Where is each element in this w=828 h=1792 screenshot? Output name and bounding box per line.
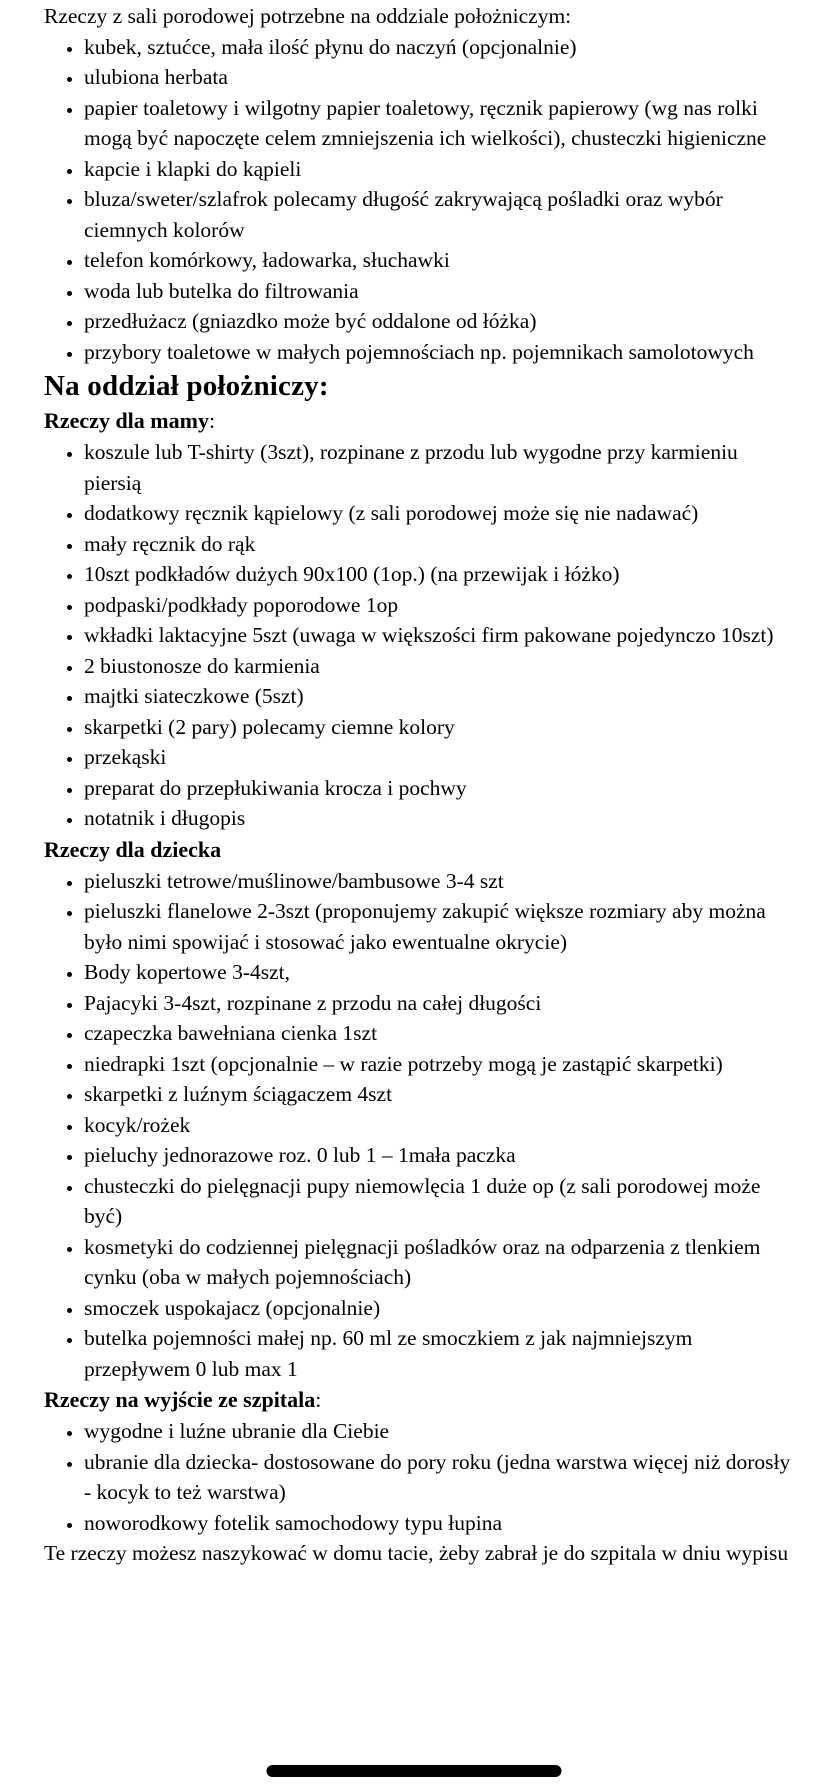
list-item: • kapcie i klapki do kąpieli xyxy=(84,154,792,185)
list-item: • koszule lub T-shirty (3szt), rozpinane z przodu lub wygodne przy karmieniu piersią xyxy=(84,437,792,498)
list-item: • kocyk/rożek xyxy=(84,1110,792,1141)
list-item: • notatnik i długopis xyxy=(84,803,792,834)
list-item: • 10szt podkładów dużych 90x100 (1op.) (na przewijak i łóżko) xyxy=(84,559,792,590)
footer-note: Te rzeczy możesz naszykować w domu tacie, żeby zabrał je do szpitala w dniu wypisu xyxy=(44,1541,789,1565)
list-item: • kubek, sztućce, mała ilość płynu do naczyń (opcjonalnie) xyxy=(84,32,792,63)
list-item: • wygodne i luźne ubranie dla Ciebie xyxy=(84,1416,792,1447)
delivery-room-list xyxy=(44,32,792,368)
section-title-discharge-text: Rzeczy na wyjście ze szpitala xyxy=(44,1387,316,1412)
list-item: • wkładki laktacyjne 5szt (uwaga w większości firm pakowane pojedynczo 10szt) xyxy=(84,620,792,651)
list-item: • woda lub butelka do filtrowania xyxy=(84,276,792,307)
mom-list xyxy=(44,437,792,834)
list-item: • pieluszki flanelowe 2-3szt (proponujemy zakupić większe rozmiary aby można było nimi spowijać i stosować jako ewentualne okrycie) xyxy=(84,896,792,957)
list-item: • Pajacyki 3-4szt, rozpinane z przodu na całej długości xyxy=(84,988,792,1019)
section-title-mom xyxy=(44,405,792,437)
list-item: • przedłużacz (gniazdko może być oddalone od łóżka) xyxy=(84,306,792,337)
section-title-baby-text: Rzeczy dla dziecka xyxy=(44,836,222,862)
list-item: • majtki siateczkowe (5szt) xyxy=(84,681,792,712)
list-item: • noworodkowy fotelik samochodowy typu łupina xyxy=(84,1508,792,1539)
list-item: • ulubiona herbata xyxy=(84,62,792,93)
list-item: • przekąski xyxy=(84,742,792,773)
list-item: • niedrapki 1szt (opcjonalnie – w razie potrzeby mogą je zastąpić skarpetki) xyxy=(84,1049,792,1080)
home-indicator[interactable] xyxy=(267,1765,562,1777)
list-item: • podpaski/podkłady poporodowe 1op xyxy=(84,590,792,621)
list-item: • skarpetki z luźnym ściągaczem 4szt xyxy=(84,1079,792,1110)
list-item: • smoczek uspokajacz (opcjonalnie) xyxy=(84,1293,792,1324)
section-title-mom-colon: : xyxy=(208,408,216,433)
list-item: • dodatkowy ręcznik kąpielowy (z sali porodowej może się nie nadawać) xyxy=(84,498,792,529)
section-title-delivery-room: Rzeczy z sali porodowej potrzebne na oddziale położniczym: xyxy=(44,4,572,28)
list-item: • przybory toaletowe w małych pojemnościach np. pojemnikach samolotowych xyxy=(84,337,792,368)
list-item: • czapeczka bawełniana cienka 1szt xyxy=(84,1018,792,1049)
section-title-baby xyxy=(44,834,792,866)
list-item: • 2 biustonosze do karmienia xyxy=(84,651,792,682)
section-heading-maternity-ward: Na oddział położniczy: xyxy=(44,370,329,402)
list-item: • pieluszki tetrowe/muślinowe/bambusowe 3-4 szt xyxy=(84,866,792,897)
list-item: • butelka pojemności małej np. 60 ml ze smoczkiem z jak najmniejszym przepływem 0 lub max 1 xyxy=(84,1323,792,1384)
list-item: • pieluchy jednorazowe roz. 0 lub 1 – 1mała paczka xyxy=(84,1140,792,1171)
section-title-discharge xyxy=(44,1384,792,1416)
list-item: • chusteczki do pielęgnacji pupy niemowlęcia 1 duże op (z sali porodowej może być) xyxy=(84,1171,792,1232)
discharge-list xyxy=(44,1416,792,1538)
section-title-discharge-colon: : xyxy=(315,1387,322,1412)
list-item: • papier toaletowy i wilgotny papier toaletowy, ręcznik papierowy (wg nas rolki mogą być napoczęte celem zmniejszenia ich wielkości), chusteczki higieniczne xyxy=(84,93,792,154)
list-item: • preparat do przepłukiwania krocza i pochwy xyxy=(84,773,792,804)
list-item: • Body kopertowe 3-4szt, xyxy=(84,957,792,988)
list-item: • skarpetki (2 pary) polecamy ciemne kolory xyxy=(84,712,792,743)
list-item: • ubranie dla dziecka- dostosowane do pory roku (jedna warstwa więcej niż dorosły - kocyk to też warstwa) xyxy=(84,1447,792,1508)
list-item: • kosmetyki do codziennej pielęgnacji pośladków oraz na odparzenia z tlenkiem cynku (oba w małych pojemnościach) xyxy=(84,1232,792,1293)
section-title-mom-text: Rzeczy dla mamy xyxy=(44,408,209,433)
baby-list xyxy=(44,866,792,1385)
list-item: • mały ręcznik do rąk xyxy=(84,529,792,560)
list-item: • bluza/sweter/szlafrok polecamy długość zakrywającą pośladki oraz wybór ciemnych kolorów xyxy=(84,184,792,245)
list-item: • telefon komórkowy, ładowarka, słuchawki xyxy=(84,245,792,276)
